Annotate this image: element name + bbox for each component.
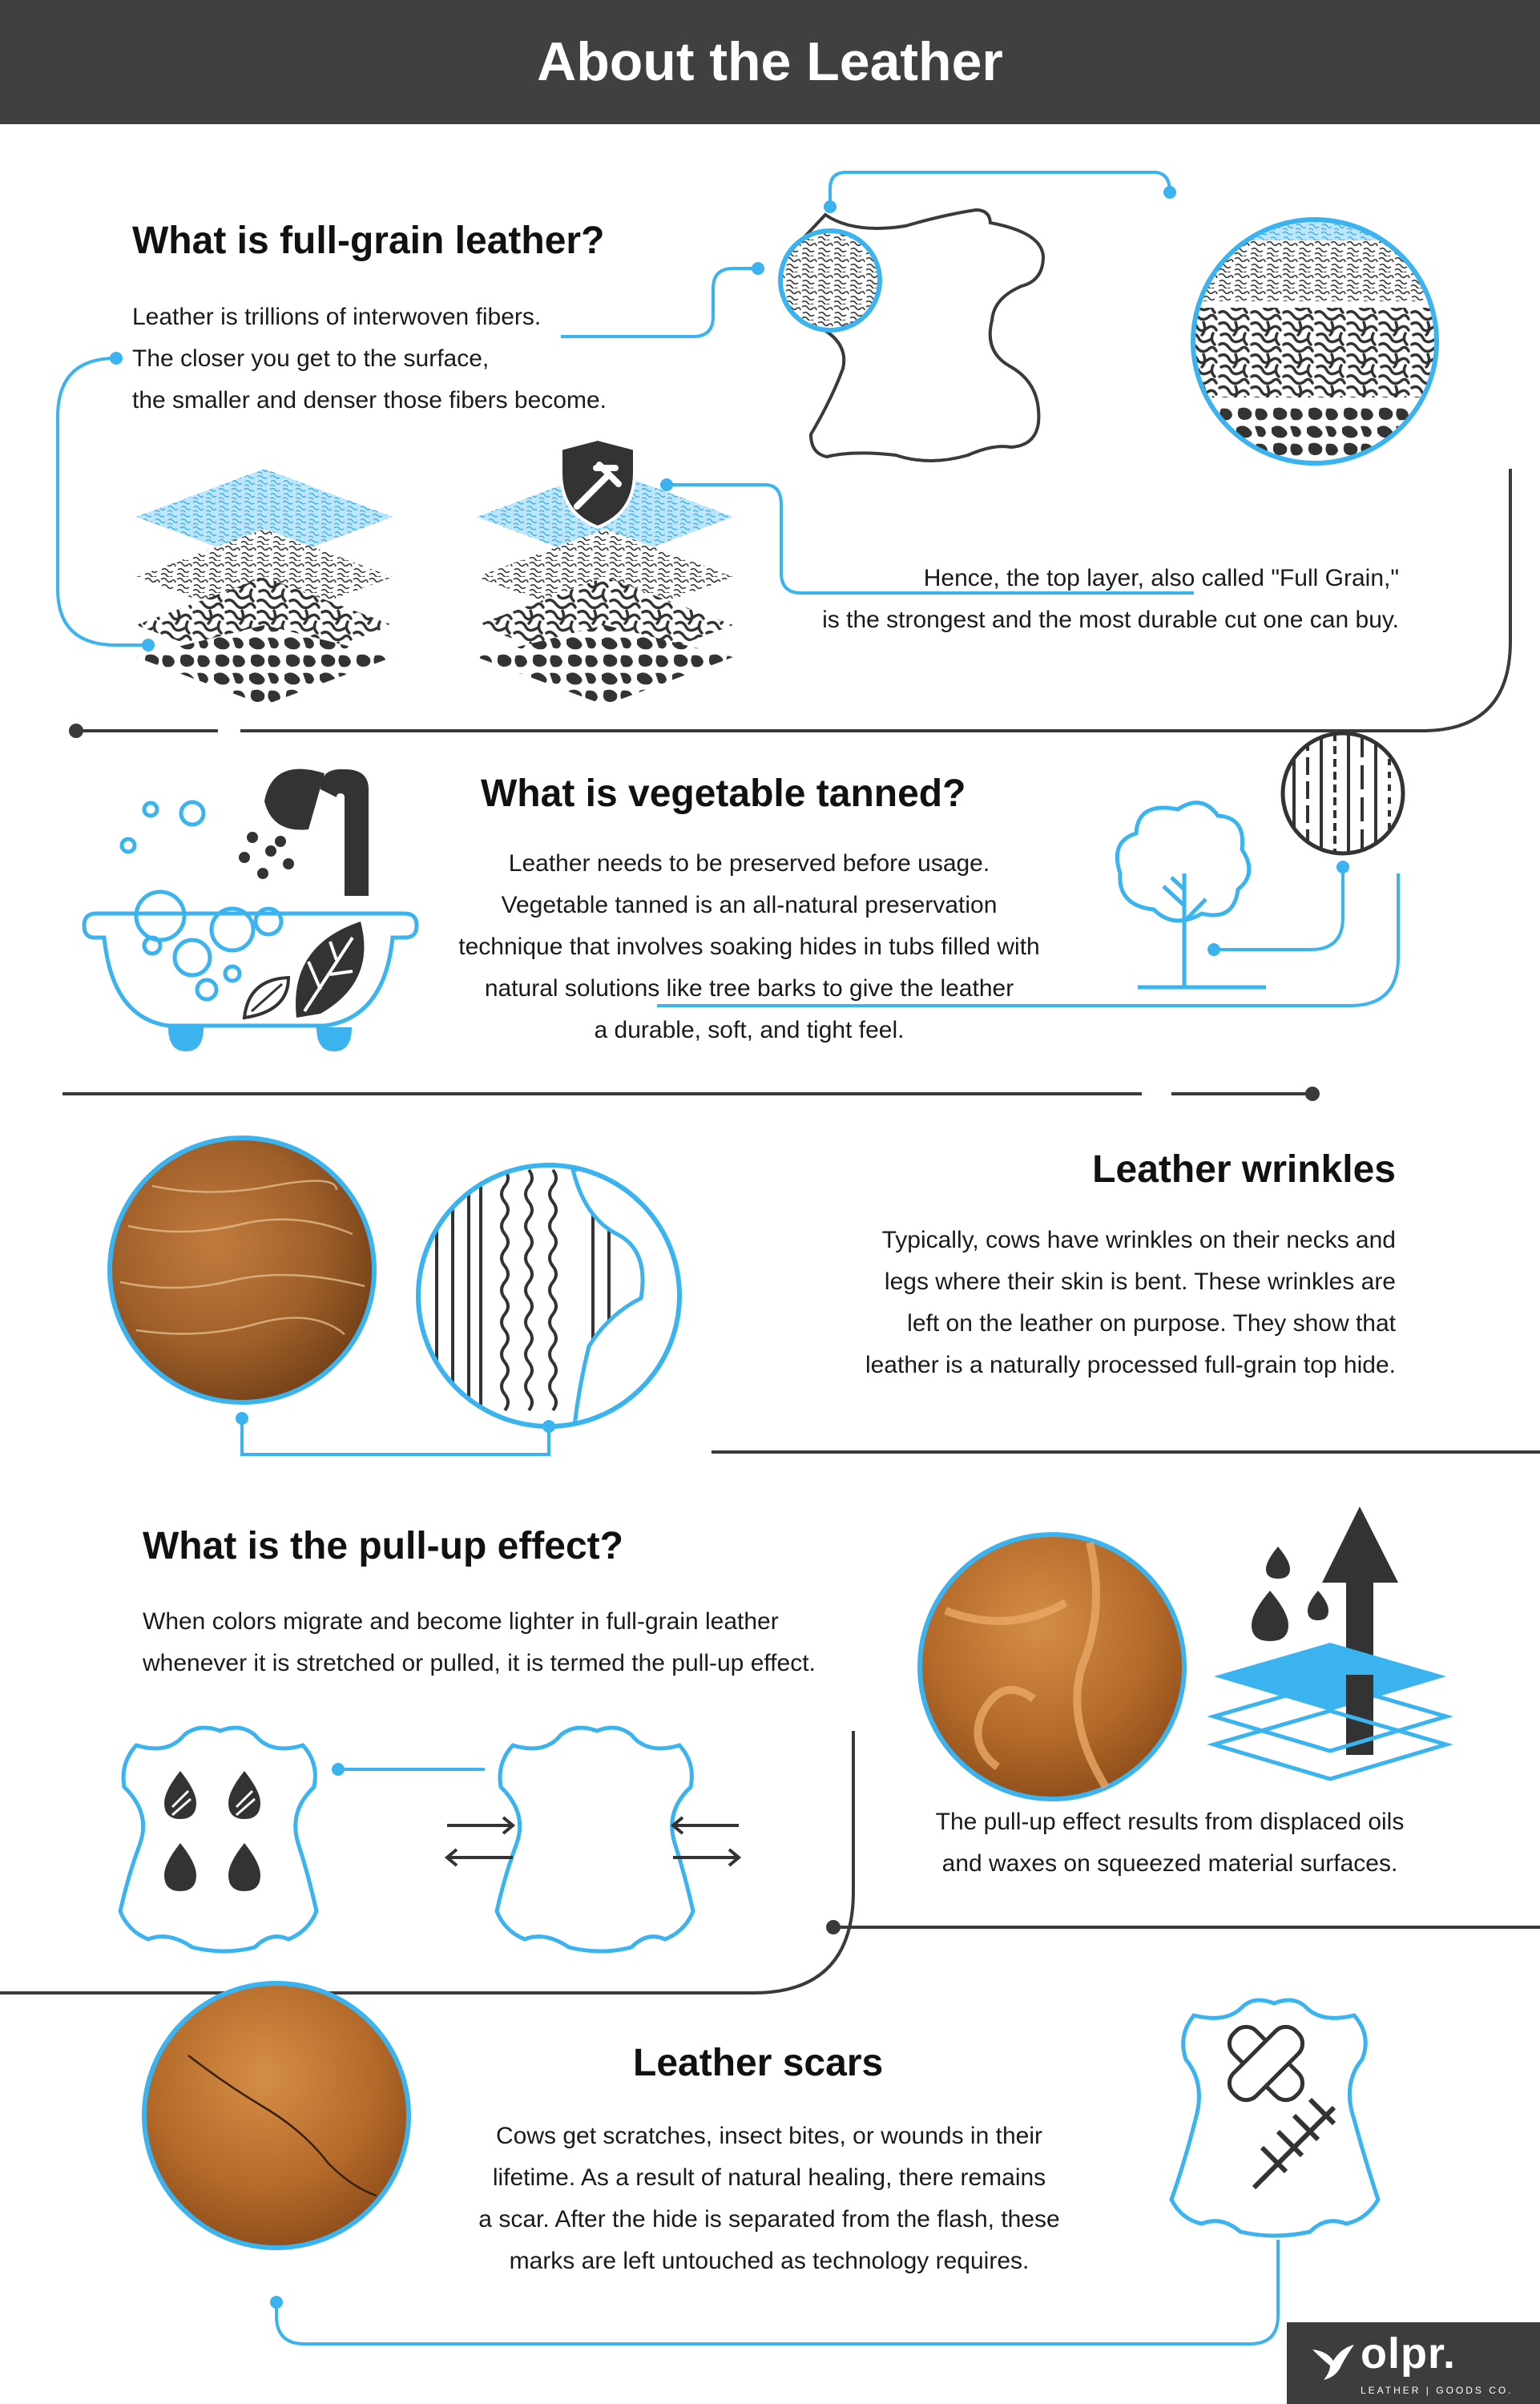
droplet-icon (1252, 1547, 1328, 1641)
bubbles (122, 802, 204, 852)
body-line: legs where their skin is bent. These wrinkles are (884, 1269, 1396, 1295)
body-line: a scar. After the hide is separated from the flash, these (478, 2206, 1060, 2233)
scars-body (449, 2116, 1090, 2282)
wood-grain-icon (1283, 733, 1403, 853)
section-heading-full-grain: What is full-grain leather? (132, 220, 605, 262)
shower-icon (239, 769, 377, 896)
scar-photo (144, 1983, 409, 2248)
magnified-layers (1186, 216, 1450, 473)
body-line: left on the leather on purpose. They show that (907, 1310, 1396, 1337)
body-line: leather is a naturally processed full-grain top hide. (865, 1352, 1396, 1378)
body-line: The closer you get to the surface, (132, 345, 490, 372)
logo-name: olpr. (1361, 2329, 1457, 2378)
body-line: Leather needs to be preserved before usage. (508, 850, 990, 877)
page-title: About the Leather (537, 31, 1003, 92)
layer-planes (1214, 1643, 1446, 1779)
body-line: Leather is trillions of interwoven fibers. (132, 304, 542, 330)
wrinkle-photo (110, 1138, 374, 1402)
body-line: Typically, cows have wrinkles on their necks and (881, 1227, 1396, 1253)
body-line: Cows get scratches, insect bites, or wounds in their (496, 2123, 1042, 2149)
body-line: natural solutions like tree barks to give the leather (484, 975, 1014, 1002)
body-line: and waxes on squeezed material surfaces. (941, 1850, 1398, 1877)
brand-logo[interactable] (1287, 2322, 1540, 2404)
hide-outline-plain-icon (497, 1728, 693, 1951)
full-grain-body (132, 296, 607, 422)
section-heading-vegetable: What is vegetable tanned? (481, 772, 966, 815)
swap-arrows-icon (447, 1817, 739, 1866)
wrinkle-pattern-icon (418, 1154, 689, 1442)
bird-logo-icon (1309, 2337, 1357, 2385)
layer-stack-left (136, 469, 393, 705)
pullup-photo (920, 1535, 1184, 1799)
body-line: When colors migrate and become lighter in full-grain leather (143, 1608, 779, 1635)
body-line: marks are left untouched as technology requires. (509, 2248, 1030, 2274)
vegetable-body (429, 843, 1070, 1051)
body-line: The pull-up effect results from displaced oils (935, 1809, 1405, 1835)
body-line: is the strongest and the most durable cut one can buy. (822, 607, 1399, 633)
body-line: whenever it is stretched or pulled, it is termed the pull-up effect. (143, 1650, 816, 1676)
body-line: technique that involves soaking hides in tubs filled with (458, 934, 1040, 960)
body-line: the smaller and denser those fibers become. (132, 387, 607, 413)
logo-tagline: LEATHER | GOODS CO. (1361, 2385, 1514, 2396)
body-line: lifetime. As a result of natural healing, there remains (492, 2164, 1046, 2191)
leaf-icon (244, 922, 364, 1018)
pullup-caption (889, 1801, 1450, 1885)
bathtub-feet (168, 1027, 352, 1051)
hide-droplets-icon (120, 1728, 316, 1951)
section-heading-pullup: What is the pull-up effect? (143, 1525, 623, 1567)
full-grain-conclusion (769, 558, 1399, 641)
pullup-body (143, 1601, 816, 1684)
section-heading-scars: Leather scars (633, 2042, 884, 2084)
wrinkles-body (801, 1220, 1396, 1386)
hide-bandage-icon (1171, 2000, 1378, 2236)
tree-icon (1117, 803, 1266, 987)
body-line: Vegetable tanned is an all-natural preservation (501, 892, 998, 918)
body-line: a durable, soft, and tight feel. (594, 1017, 905, 1043)
body-line: Hence, the top layer, also called "Full Grain," (923, 565, 1399, 591)
section-heading-wrinkles: Leather wrinkles (1092, 1148, 1396, 1191)
